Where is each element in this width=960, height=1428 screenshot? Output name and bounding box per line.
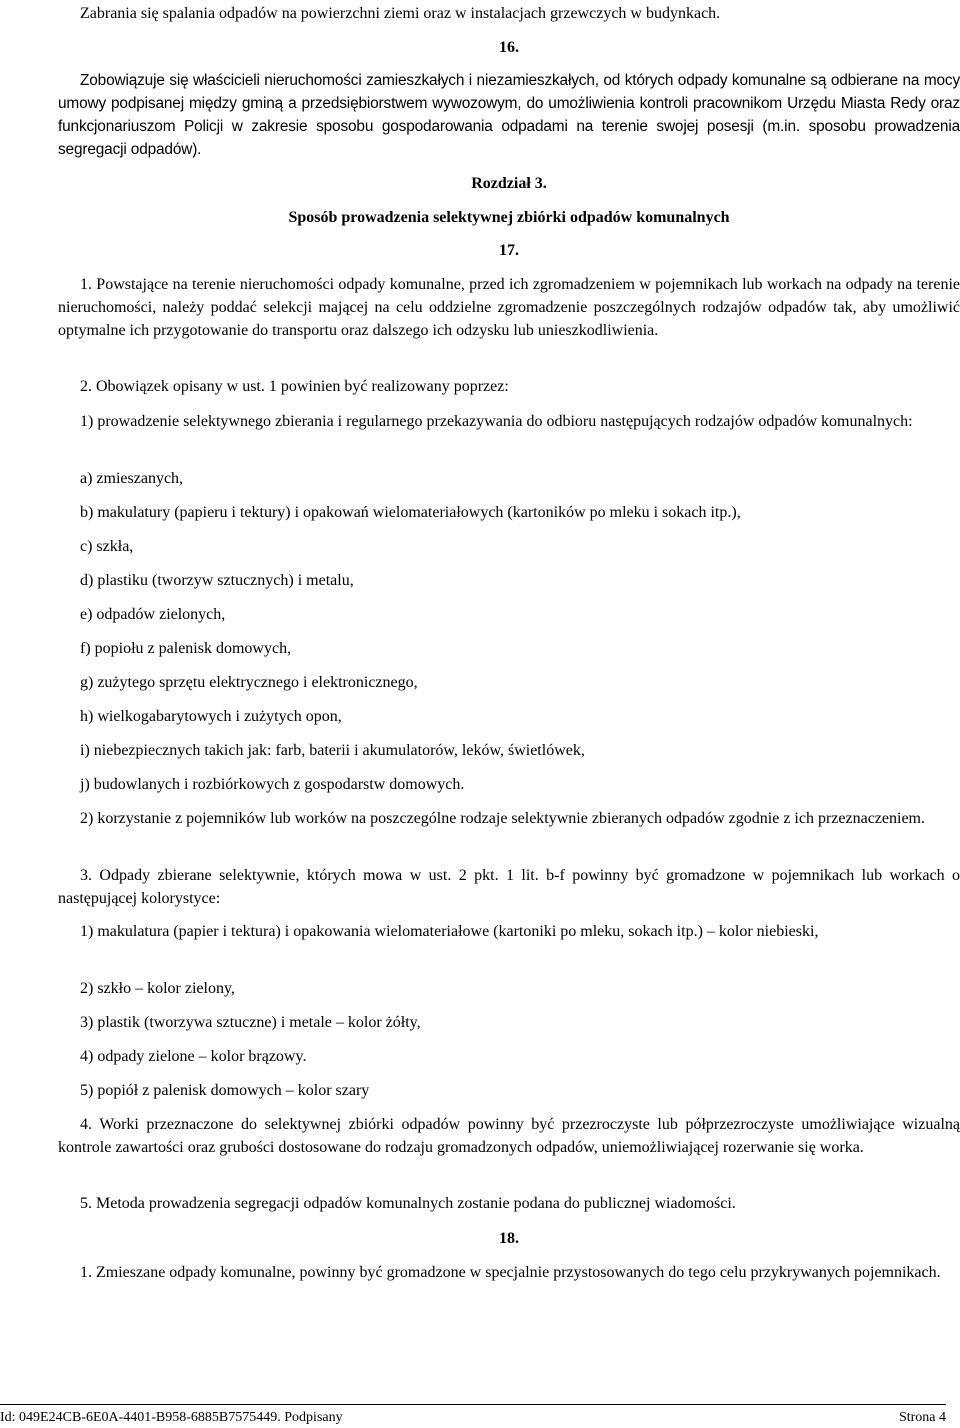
paragraph: d) plastiku (tworzyw sztucznych) i metalu, xyxy=(80,572,354,589)
paragraph: f) popiołu z palenisk domowych, xyxy=(80,640,292,657)
paragraph: 1) makulatura (papier i tektura) i opakowania wielomateriałowe (kartoniki po mleku, sokach itp.) – kolor niebieski, xyxy=(80,923,819,940)
footer-page-number: Strona 4 xyxy=(898,1410,946,1425)
paragraph: 1) prowadzenie selektywnego zbierania i regularnego przekazywania do odbioru następujących rodzajów odpadów komunalnych: xyxy=(80,413,913,430)
paragraph: 3) plastik (tworzywa sztuczne) i metale – kolor żółty, xyxy=(80,1014,421,1031)
paragraph: 3. Odpady zbierane selektywnie, których mowa w ust. 2 pkt. 1 lit. b-f powinny być gromadzone w pojemnikach lub workach o następującej kolorystyce: xyxy=(58,867,960,907)
section-heading: Sposób prowadzenia selektywnej zbiórki odpadów komunalnych xyxy=(288,209,730,226)
paragraph: b) makulatury (papieru i tektury) i opakowań wielomateriałowych (kartoników po mleku i sokach itp.), xyxy=(80,504,741,521)
paragraph: 1. Powstające na terenie nieruchomości odpady komunalne, przed ich zgromadzeniem w pojemnikach lub workach na odpady na terenie nieruchomości, należy poddać selekcji mającej na celu oddzielne zgromadzenie poszczególnych rodzajów odpadów tak, aby umożliwić optymalne ich przygotowanie do transportu oraz dalszego ich odzysku lub unieszkodliwienia. xyxy=(58,276,960,339)
paragraph: Zabrania się spalania odpadów na powierzchni ziemi oraz w instalacjach grzewczych w budynkach. xyxy=(80,5,721,22)
paragraph: Zobowiązuje się właścicieli nieruchomości zamieszkałych i niezamieszkałych, od których odpady komunalne są odbierane na mocy umowy podpisanej między gminą a przedsiębiorstwem wywozowym, do umożliwienia kontroli pracownikom Urzędu Miasta Redy oraz funkcjonariuszom Policji w zakresie sposobu gospodarowania odpadami na terenie swojej posesji (m.in. sposobu prowadzenia segregacji odpadów). xyxy=(58,72,960,158)
paragraph: h) wielkogabarytowych i zużytych opon, xyxy=(80,708,342,725)
document-page xyxy=(58,0,960,1428)
paragraph: g) zużytego sprzętu elektrycznego i elektronicznego, xyxy=(80,674,418,691)
paragraph: i) niebezpiecznych takich jak: farb, baterii i akumulatorów, leków, świetlówek, xyxy=(80,742,585,759)
paragraph: 4. Worki przeznaczone do selektywnej zbiórki odpadów powinny być przezroczyste lub półprzezroczyste umożliwiające wizualną kontrole zawartości oraz grubości dostosowane do rodzaju gromadzonych odpadów, uniemożliwiającej rozerwanie się worka. xyxy=(58,1116,960,1156)
paragraph: 2. Obowiązek opisany w ust. 1 powinien być realizowany poprzez: xyxy=(80,378,509,395)
paragraph: 4) odpady zielone – kolor brązowy. xyxy=(80,1048,307,1065)
paragraph: 2) korzystanie z pojemników lub worków na poszczególne rodzaje selektywnie zbieranych odpadów zgodnie z ich przeznaczeniem. xyxy=(80,810,925,827)
paragraph: 5) popiół z palenisk domowych – kolor szary xyxy=(80,1082,370,1099)
footer-document-id: Id: 049E24CB-6E0A-4401-B958-6885B7575449. Podpisany xyxy=(0,1410,343,1425)
section-heading: 18. xyxy=(499,1230,519,1247)
paragraph: 5. Metoda prowadzenia segregacji odpadów komunalnych zostanie podana do publicznej wiadomości. xyxy=(80,1195,736,1212)
paragraph: j) budowlanych i rozbiórkowych z gospodarstw domowych. xyxy=(80,776,465,793)
paragraph: 1. Zmieszane odpady komunalne, powinny być gromadzone w specjalnie przystosowanych do tego celu przykrywanych pojemnikach. xyxy=(80,1264,941,1281)
section-heading: Rozdział 3. xyxy=(471,175,547,192)
page-footer xyxy=(0,1404,946,1425)
section-heading: 17. xyxy=(499,242,519,259)
paragraph: 2) szkło – kolor zielony, xyxy=(80,980,235,997)
paragraph: a) zmieszanych, xyxy=(80,470,184,487)
section-heading: 16. xyxy=(499,39,519,56)
paragraph: e) odpadów zielonych, xyxy=(80,606,226,623)
paragraph: c) szkła, xyxy=(80,538,134,555)
